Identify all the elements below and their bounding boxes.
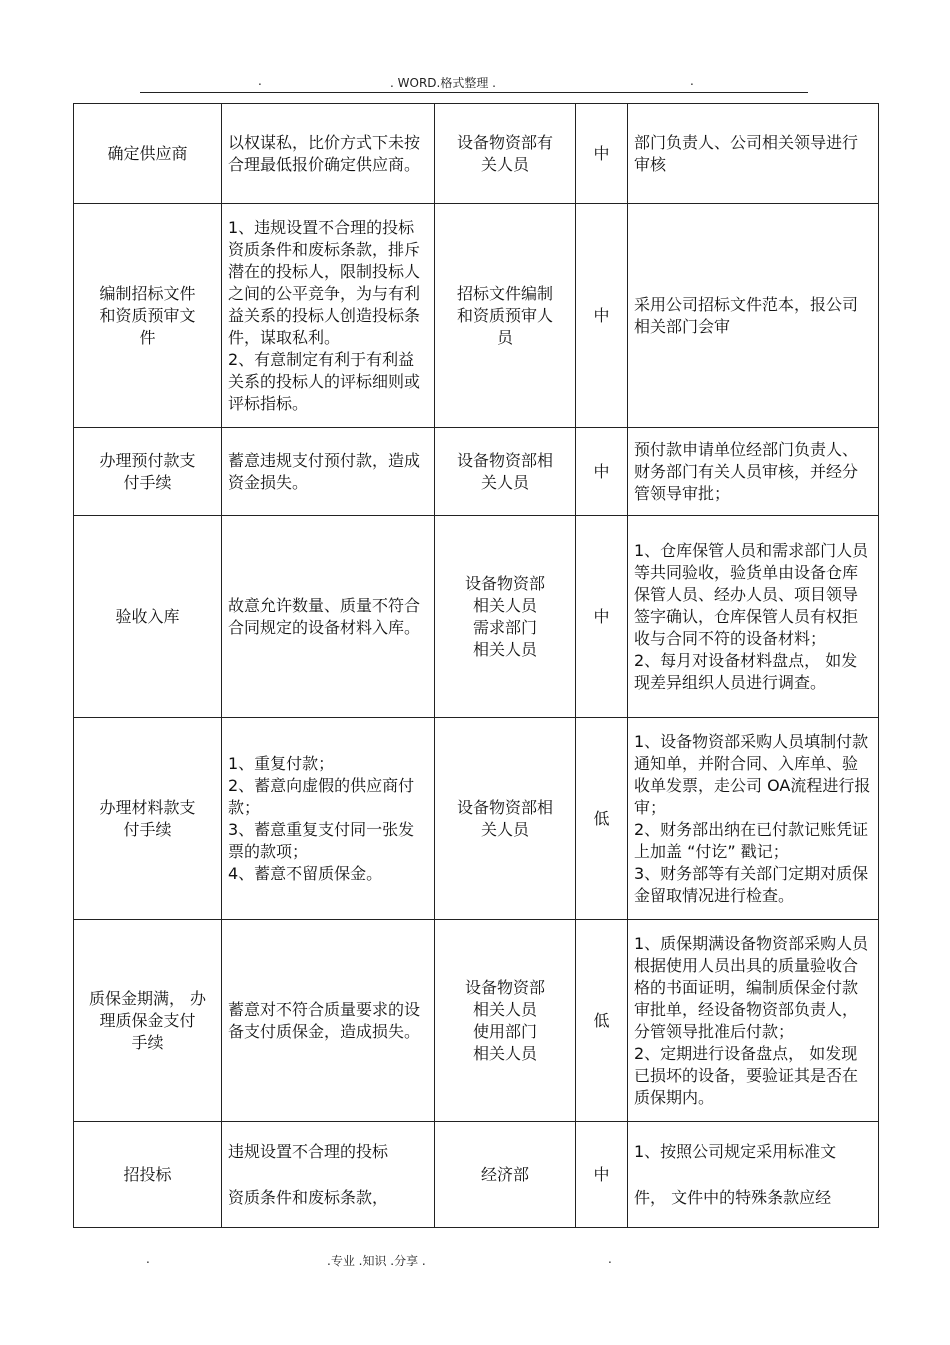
header-right-mark: . — [690, 74, 694, 88]
cell-item — [74, 718, 222, 920]
cell-text: 确定供应商 — [107, 143, 188, 163]
cell-text: 需求部门 — [472, 617, 537, 637]
cell-text: 验收入库 — [115, 606, 180, 626]
header-left-mark: . — [258, 74, 262, 88]
cell-text: 件 — [139, 327, 156, 347]
cell-text: 理质保金支付 — [99, 1010, 196, 1030]
cell-text: 部门负责人、公司相关领导进行审核 — [634, 132, 859, 174]
cell-text: 1、设备物资部采购人员填制付款通知单，并附合同、入库单、验收单发票，走公司 OA流程进行报审； — [634, 731, 871, 817]
cell-text: 资质条件和废标条款， — [228, 1187, 389, 1207]
cell-text: 设备物资部相 — [456, 797, 553, 817]
cell-text: 采用公司招标文件范本，报公司相关部门会审 — [634, 294, 859, 336]
page-header — [140, 72, 808, 92]
cell-item — [74, 204, 222, 428]
cell-text: 员 — [496, 327, 513, 347]
cell-measure — [628, 516, 879, 718]
cell-text: 2、每月对设备材料盘点， 如发现差异组织人员进行调查。 — [634, 650, 858, 692]
cell-person — [435, 920, 576, 1122]
cell-item — [74, 1122, 222, 1228]
cell-text: 招标文件编制 — [456, 283, 553, 303]
cell-text: 经济部 — [480, 1164, 529, 1184]
cell-text: 付手续 — [123, 819, 172, 839]
cell-measure — [628, 1122, 879, 1228]
cell-text: 关人员 — [480, 154, 529, 174]
cell-text: 使用部门 — [472, 1021, 537, 1041]
cell-person — [435, 204, 576, 428]
cell-item — [74, 516, 222, 718]
cell-text: 设备物资部有 — [456, 132, 553, 152]
cell-text: 办理材料款支 — [99, 797, 196, 817]
cell-text: 蓄意对不符合质量要求的设备支付质保金，造成损失。 — [228, 999, 421, 1041]
cell-text: 关人员 — [480, 472, 529, 492]
cell-risk — [222, 104, 435, 204]
cell-text: 低 — [593, 1010, 610, 1030]
table-body — [74, 104, 879, 1228]
cell-text: 中 — [593, 461, 610, 481]
cell-measure — [628, 920, 879, 1122]
cell-text: 3、财务部等有关部门定期对质保金留取情况进行检查。 — [634, 863, 869, 905]
risk-control-table — [73, 103, 879, 1228]
cell-level — [576, 204, 628, 428]
cell-person — [435, 1122, 576, 1228]
cell-level — [576, 516, 628, 718]
cell-text: 中 — [593, 1164, 610, 1184]
cell-text: 相关人员 — [472, 595, 537, 615]
footer-right-mark: . — [608, 1252, 612, 1266]
cell-risk — [222, 1122, 435, 1228]
cell-text: 2、定期进行设备盘点， 如发现已损坏的设备，要验证其是否在质保期内。 — [634, 1043, 859, 1107]
cell-level — [576, 920, 628, 1122]
header-title: . WORD.格式整理 . — [390, 76, 496, 90]
cell-text: 预付款申请单位经部门负责人、财务部门有关人员审核，并经分管领导审批； — [634, 439, 859, 503]
cell-text: 3、蓄意重复支付同一张发票的款项； — [228, 819, 415, 861]
cell-measure — [628, 104, 879, 204]
cell-person — [435, 516, 576, 718]
cell-level — [576, 104, 628, 204]
cell-text: 违规设置不合理的投标 — [228, 1141, 389, 1161]
table-row — [74, 718, 879, 920]
cell-text: 办理预付款支 — [99, 450, 196, 470]
cell-level — [576, 1122, 628, 1228]
cell-text: 以权谋私，比价方式下未按合理最低报价确定供应商。 — [228, 132, 421, 174]
cell-item — [74, 104, 222, 204]
cell-text: 中 — [593, 143, 610, 163]
cell-text: 蓄意违规支付预付款，造成资金损失。 — [228, 450, 421, 492]
cell-text: 中 — [593, 305, 610, 325]
cell-measure — [628, 428, 879, 516]
cell-text: 1、仓库保管人员和需求部门人员等共同验收，验货单由设备仓库保管人员、经办人员、项目领导签字确认，仓库保管人员有权拒收与合同不符的设备材料； — [634, 540, 869, 648]
cell-text: 相关人员 — [472, 999, 537, 1019]
header-rule — [140, 92, 808, 93]
cell-text: 招投标 — [123, 1164, 172, 1184]
cell-text: 质保金期满， 办 — [88, 988, 207, 1008]
cell-level — [576, 718, 628, 920]
cell-person — [435, 428, 576, 516]
cell-text: 相关人员 — [472, 1043, 537, 1063]
cell-text: 1、按照公司规定采用标准文 — [634, 1141, 837, 1161]
footer-left-mark: . — [146, 1252, 150, 1266]
table-row — [74, 516, 879, 718]
cell-text: 设备物资部相 — [456, 450, 553, 470]
cell-text: 4、蓄意不留质保金。 — [228, 863, 383, 883]
cell-risk — [222, 718, 435, 920]
cell-person — [435, 104, 576, 204]
cell-text: 1、质保期满设备物资部采购人员根据使用人员出具的质量验收合格的书面证明，编制质保金付款审批单，经设备物资部负责人，分管领导批准后付款； — [634, 933, 869, 1041]
cell-text: 和资质预审人 — [456, 305, 553, 325]
cell-text: 设备物资部 — [464, 573, 545, 593]
cell-level — [576, 428, 628, 516]
cell-person — [435, 718, 576, 920]
cell-text: 2、财务部出纳在已付款记账凭证上加盖 “付讫” 戳记； — [634, 819, 869, 861]
table-row — [74, 1122, 879, 1228]
footer-text: .专业 .知识 .分享 . — [327, 1254, 426, 1268]
cell-item — [74, 920, 222, 1122]
cell-text: 中 — [593, 606, 610, 626]
cell-text: 付手续 — [123, 472, 172, 492]
cell-text: 1、重复付款； — [228, 753, 335, 773]
cell-text: 编制招标文件 — [99, 283, 196, 303]
cell-risk — [222, 516, 435, 718]
cell-risk — [222, 428, 435, 516]
table-row — [74, 104, 879, 204]
page-footer — [140, 1252, 808, 1272]
cell-text: 设备物资部 — [464, 977, 545, 997]
cell-text: 1、违规设置不合理的投标资质条件和废标条款，排斥潜在的投标人，限制投标人之间的公平竞争，为与有利益关系的投标人创造投标条件，谋取私利。 — [228, 217, 421, 347]
cell-text: 手续 — [131, 1032, 164, 1052]
cell-text: 件， 文件中的特殊条款应经 — [634, 1187, 832, 1207]
cell-measure — [628, 718, 879, 920]
cell-text: 低 — [593, 808, 610, 828]
cell-text: 相关人员 — [472, 639, 537, 659]
cell-item — [74, 428, 222, 516]
table-row — [74, 920, 879, 1122]
table-row — [74, 428, 879, 516]
cell-text: 2、有意制定有利于有利益关系的投标人的评标细则或评标指标。 — [228, 349, 421, 413]
cell-text: 和资质预审文 — [99, 305, 196, 325]
cell-risk — [222, 204, 435, 428]
cell-text: 2、蓄意向虚假的供应商付款； — [228, 775, 415, 817]
table-row — [74, 204, 879, 428]
cell-measure — [628, 204, 879, 428]
cell-text: 故意允许数量、质量不符合合同规定的设备材料入库。 — [228, 595, 421, 637]
cell-text: 关人员 — [480, 819, 529, 839]
cell-risk — [222, 920, 435, 1122]
